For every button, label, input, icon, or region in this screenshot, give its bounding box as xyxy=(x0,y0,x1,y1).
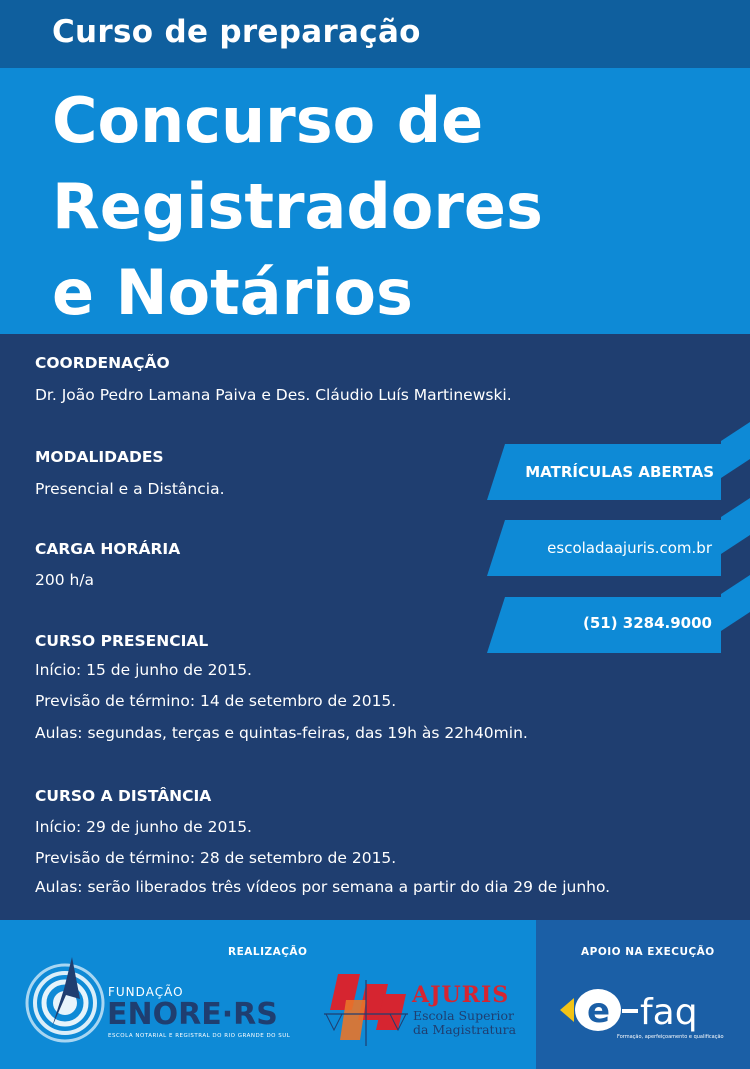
title-line-3: e Notários xyxy=(52,256,413,329)
ajuris-sub-1: Escola Superior xyxy=(413,1008,514,1023)
modalidades-heading: MODALIDADES xyxy=(35,448,164,466)
title-line-1: Concurso de xyxy=(52,84,484,157)
ajuris-logo-icon xyxy=(322,970,410,1048)
enore-tagline: ESCOLA NOTARIAL E REGISTRAL DO RIO GRANDE DO SUL xyxy=(108,1033,291,1039)
enore-small-text: FUNDAÇÃO xyxy=(108,985,184,999)
course-subtitle: Curso de preparação xyxy=(52,14,421,50)
title-line-2: Registradores xyxy=(52,170,543,243)
presencial-line-1: Início: 15 de junho de 2015. xyxy=(35,661,252,679)
enrollment-label: MATRÍCULAS ABERTAS xyxy=(525,463,714,481)
distancia-line-1: Início: 29 de junho de 2015. xyxy=(35,818,252,836)
efaq-logo-icon xyxy=(556,984,726,1040)
modalidades-text: Presencial e a Distância. xyxy=(35,480,225,498)
page-title xyxy=(52,78,742,336)
distancia-heading: CURSO A DISTÂNCIA xyxy=(35,787,212,805)
presencial-heading: CURSO PRESENCIAL xyxy=(35,632,209,650)
carga-text: 200 h/a xyxy=(35,571,95,589)
coordenacao-text: Dr. João Pedro Lamana Paiva e Des. Cláudio Luís Martinewski. xyxy=(35,386,512,404)
ajuris-name: AJURIS xyxy=(412,982,510,1008)
apoio-label: APOIO NA EXECUÇÃO xyxy=(581,946,715,958)
distancia-line-3: Aulas: serão liberados três vídeos por semana a partir do dia 29 de junho. xyxy=(35,878,611,896)
enore-logo-icon xyxy=(22,955,108,1045)
ajuris-sub-2: da Magistratura xyxy=(413,1022,517,1037)
carga-heading: CARGA HORÁRIA xyxy=(35,540,181,558)
efaq-tagline: Formação, aperfeiçoamento e qualificação xyxy=(617,1034,724,1040)
phone-link[interactable]: (51) 3284.9000 xyxy=(582,614,712,632)
svg-text:e: e xyxy=(587,991,611,1031)
enore-name: ENORE·RS xyxy=(107,997,278,1032)
distancia-line-2: Previsão de término: 28 de setembro de 2015. xyxy=(35,849,397,867)
presencial-line-3: Aulas: segundas, terças e quintas-feiras, das 19h às 22h40min. xyxy=(35,724,528,742)
realizacao-label: REALIZAÇÃO xyxy=(228,946,308,958)
website-link[interactable]: escoladaajuris.com.br xyxy=(547,539,712,557)
coordenacao-heading: COORDENAÇÃO xyxy=(35,354,170,372)
svg-text:faq: faq xyxy=(640,992,698,1033)
presencial-line-2: Previsão de término: 14 de setembro de 2015. xyxy=(35,692,397,710)
